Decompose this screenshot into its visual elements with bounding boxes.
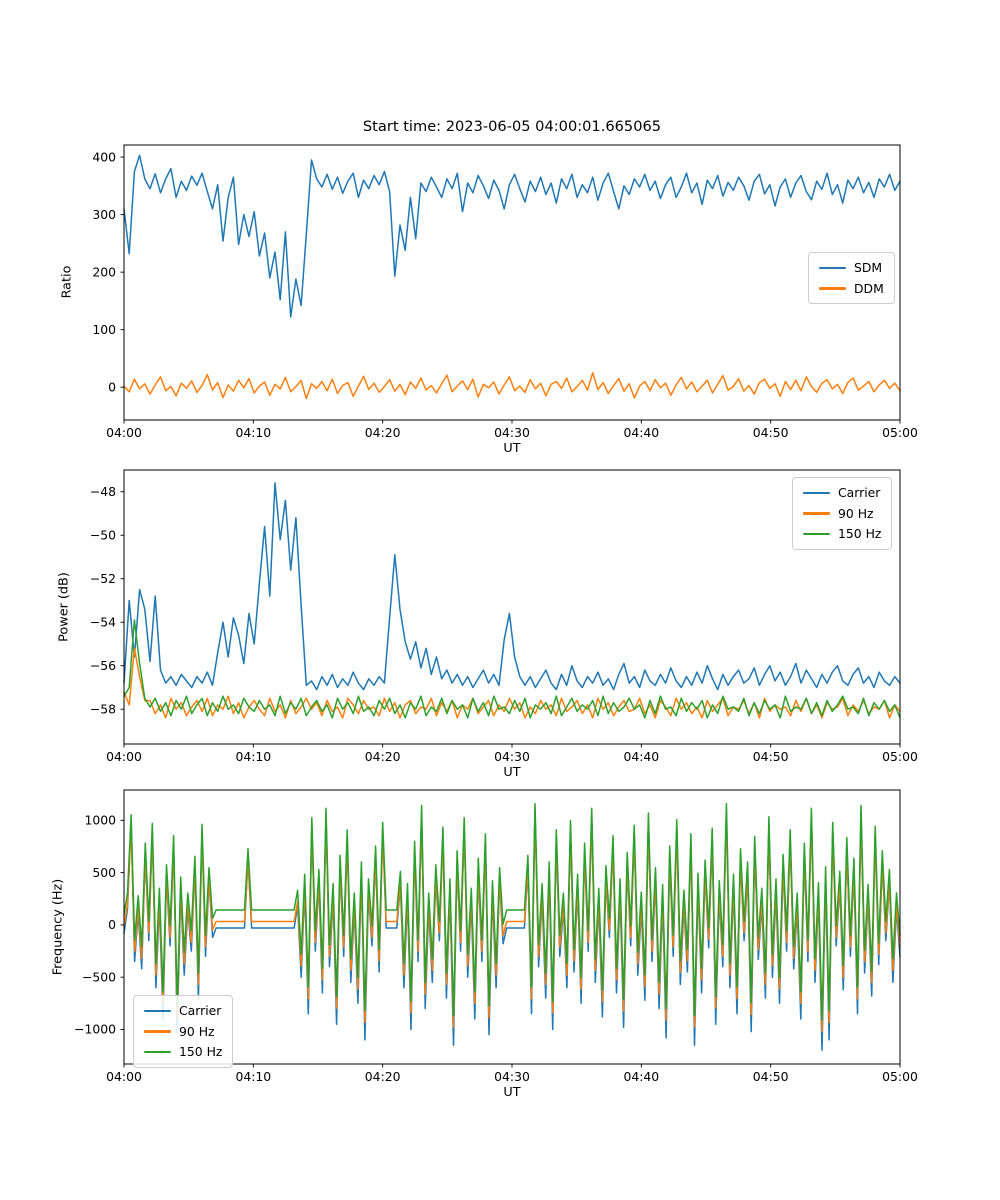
carrier-line-plot2 bbox=[124, 483, 900, 690]
carrier-line-plot3 bbox=[124, 810, 900, 1051]
plot1-x-axis-label: UT bbox=[503, 441, 521, 456]
plot1-y-axis-label: Ratio bbox=[59, 265, 75, 299]
y-tick-label: −500 bbox=[81, 969, 116, 985]
legend-entry-150hz-freq bbox=[144, 1044, 222, 1060]
x-tick-label: 04:50 bbox=[752, 1069, 789, 1084]
90-hz-line-plot3 bbox=[124, 815, 900, 1032]
x-tick-label: 04:20 bbox=[364, 1069, 401, 1084]
legend-entry-90hz bbox=[803, 506, 881, 522]
y-tick-label: 200 bbox=[92, 264, 116, 280]
90hz-line-sample bbox=[803, 512, 830, 515]
legend-label-sdm: SDM bbox=[854, 260, 883, 275]
legend-entry-150hz bbox=[803, 526, 881, 542]
x-tick-label: 05:00 bbox=[882, 1069, 918, 1084]
plot2-x-axis-label: UT bbox=[503, 765, 521, 780]
plot1-legend bbox=[808, 252, 895, 304]
x-tick-label: 04:10 bbox=[235, 1069, 272, 1084]
y-tick-label: −54 bbox=[89, 614, 116, 630]
x-tick-label: 04:10 bbox=[235, 749, 272, 764]
x-tick-label: 04:00 bbox=[106, 749, 142, 764]
x-tick-label: 04:20 bbox=[364, 425, 401, 440]
plot3-legend bbox=[133, 995, 233, 1068]
x-tick-label: 04:30 bbox=[494, 749, 530, 764]
ddm-line-sample bbox=[819, 287, 846, 290]
plot3-x-axis-label: UT bbox=[503, 1085, 521, 1100]
y-tick-label: −56 bbox=[89, 657, 116, 673]
legend-entry-ddm bbox=[819, 281, 884, 297]
y-tick-label: −50 bbox=[89, 527, 116, 543]
x-tick-label: 04:40 bbox=[623, 749, 660, 764]
figure-title: Start time: 2023-06-05 04:00:01.665065 bbox=[362, 118, 662, 135]
legend-entry-carrier-freq bbox=[144, 1003, 222, 1019]
ddm-line-plot1 bbox=[124, 373, 900, 399]
legend-label-carrier-freq: Carrier bbox=[179, 1003, 222, 1018]
y-tick-label: 400 bbox=[92, 149, 116, 165]
x-tick-label: 05:00 bbox=[882, 749, 918, 764]
x-tick-label: 04:30 bbox=[494, 425, 530, 440]
90hz-freq-line-sample bbox=[144, 1030, 171, 1033]
legend-entry-sdm bbox=[819, 260, 884, 276]
x-tick-label: 04:20 bbox=[364, 749, 401, 764]
legend-entry-90hz-freq bbox=[144, 1024, 222, 1040]
carrier-line-sample bbox=[803, 492, 830, 495]
y-tick-label: −48 bbox=[89, 483, 116, 499]
150hz-freq-line-sample bbox=[144, 1051, 171, 1054]
carrier-freq-line-sample bbox=[144, 1010, 171, 1013]
y-tick-label: 0 bbox=[108, 379, 116, 395]
x-tick-label: 04:30 bbox=[494, 1069, 530, 1084]
axes-frame bbox=[124, 145, 900, 420]
y-tick-label: −58 bbox=[89, 701, 116, 717]
y-tick-label: −52 bbox=[89, 570, 116, 586]
x-tick-label: 04:40 bbox=[623, 1069, 660, 1084]
legend-label-150hz: 150 Hz bbox=[838, 526, 882, 541]
y-tick-label: 500 bbox=[92, 864, 116, 880]
legend-label-90hz-freq: 90 Hz bbox=[179, 1023, 215, 1039]
x-tick-label: 04:50 bbox=[752, 425, 789, 440]
legend-entry-carrier bbox=[803, 485, 881, 501]
150hz-line-sample bbox=[803, 533, 830, 536]
legend-label-carrier: Carrier bbox=[838, 485, 881, 500]
plot3-y-axis-label: Frequency (Hz) bbox=[50, 878, 66, 976]
x-tick-label: 04:50 bbox=[752, 749, 789, 764]
y-tick-label: 1000 bbox=[84, 812, 116, 828]
y-tick-label: 100 bbox=[92, 321, 116, 337]
x-tick-label: 04:00 bbox=[106, 1069, 142, 1084]
legend-label-ddm: DDM bbox=[854, 280, 884, 296]
x-tick-label: 04:00 bbox=[106, 425, 142, 440]
sdm-line-plot1 bbox=[124, 155, 900, 317]
legend-label-150hz-freq: 150 Hz bbox=[179, 1044, 223, 1059]
150-hz-line-plot3 bbox=[124, 804, 900, 1021]
plot2-y-axis-label: Power (dB) bbox=[56, 572, 72, 642]
axes-frame bbox=[124, 790, 900, 1064]
legend-label-90hz: 90 Hz bbox=[838, 505, 874, 521]
sdm-line-sample bbox=[819, 267, 846, 270]
plot2-legend bbox=[792, 477, 892, 550]
x-tick-label: 04:10 bbox=[235, 425, 272, 440]
x-tick-label: 05:00 bbox=[882, 425, 918, 440]
x-tick-label: 04:40 bbox=[623, 425, 660, 440]
y-tick-label: 0 bbox=[108, 917, 116, 933]
subplot-1 bbox=[92, 145, 918, 440]
y-tick-label: −1000 bbox=[74, 1021, 116, 1037]
y-tick-label: 300 bbox=[92, 206, 116, 222]
